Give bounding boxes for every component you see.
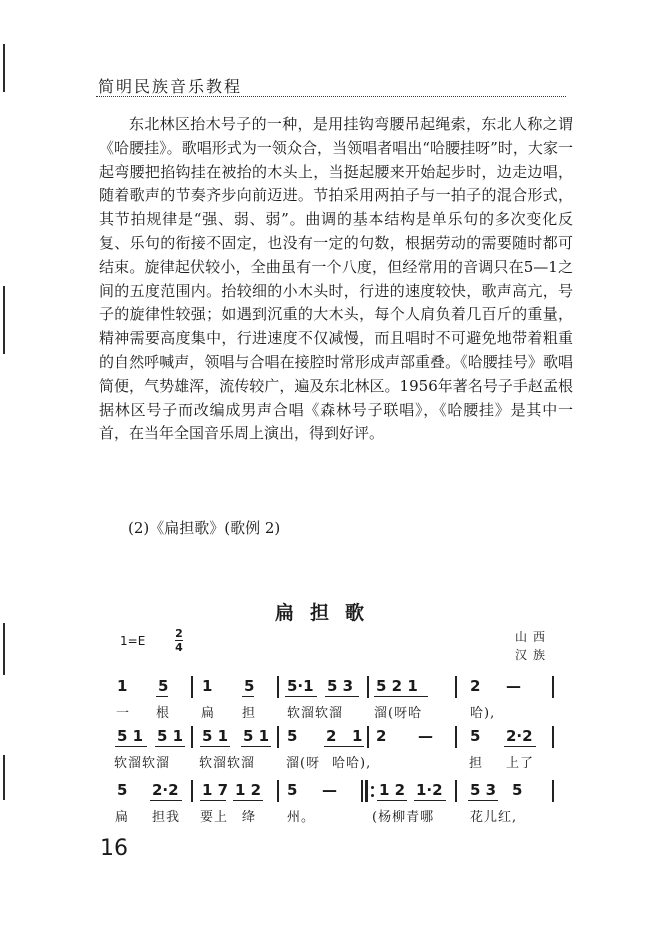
beat-underline [285,696,317,697]
note: — [322,781,337,799]
bar-line [361,780,363,802]
bar-line [277,726,279,748]
beat-underline [155,746,185,747]
beat-underline [233,800,263,801]
song-title: 扁担歌 [274,602,380,624]
lyric: 州。 [287,810,316,825]
lyric: 上了 [506,756,535,771]
note: 2 [326,727,337,745]
beat-underline [115,746,147,747]
page-edge-line [3,44,5,92]
lyric: 软溜软溜 [114,756,171,771]
bar-line [191,780,193,802]
key-signature: 1=E [120,634,146,648]
note: 5 3 [327,677,354,695]
note: 5 2 1 [376,677,418,695]
song-origin: 山西 汉族 [515,630,552,662]
beat-underline [200,800,226,801]
bar-line [277,780,279,802]
lyric: 扁 [115,810,130,825]
beat-underline [241,746,271,747]
lyric: 绛 [242,810,257,825]
beat-underline [150,800,182,801]
lyric: 担 [469,756,484,771]
note: — [418,727,433,745]
note: 2 [376,727,387,745]
page-number: 16 [100,836,128,861]
repeat-bar-line [365,780,368,802]
lyric: 一 [116,706,131,721]
note: 1 7 [202,781,229,799]
bar-line [367,726,369,748]
lyric: 扁 [201,706,216,721]
lyric: 根 [156,706,171,721]
lyric: 软溜软溜 [287,706,344,721]
bar-line [552,780,554,802]
note: 1 [352,727,363,745]
beat-underline [324,746,364,747]
beat-underline [200,746,230,747]
repeat-dot [371,794,374,797]
repeat-dot [371,786,374,789]
note: 5 1 [243,727,270,745]
body-paragraph: 东北林区抬木号子的一种，是用挂钩弯腰吊起绳索，东北人称之谓《哈腰挂》。歌唱形式为一领众合，当领唱者唱出“哈腰挂呀”时，大家一起弯腰把掐钩挂在被抬的木头上，当挺起腰来开始起步时，边走边唱，随着歌声的节奏齐步向前迈进。节拍采用两拍子与一拍子的混合形式，其节拍规律是“强、弱、弱”。曲调的基本结构是单乐句的多次变化反复、乐句的衔接不固定，也没有一定的句数，根据劳动的需要随时都可结束。旋律起伏较小，全曲虽有一个八度，但经常用的音调只在5—1之间的五度范围内。抬较细的小木头时，行进的速度较快，歌声高亢，号子的旋律性较强；如遇到沉重的大木头，每个人肩负着几百斤的重量，精神需要高度集中，行进速度不仅减慢，而且唱时不可避免地带着粗重的自然呼喊声，领唱与合唱在接腔时常形成声部重叠。《哈腰挂号》歌唱简便，气势雄浑，流传较广，遍及东北林区。1956年著名号子手赵孟根据林区号子而改编成男声合唱《森林号子联唱》，《哈腰挂》是其中一首，在当年全国音乐周上演出，得到好评。 [99,115,573,443]
time-signature: 2 4 [175,627,183,654]
bar-line [455,676,457,698]
bar-line [191,726,193,748]
note: 5 [470,727,481,745]
example-caption: (2)《扁担歌》(歌例 2) [128,519,281,537]
note: 5 1 [202,727,229,745]
lyric: 担 [242,706,257,721]
bar-line [455,726,457,748]
note: — [506,677,521,695]
note: 5 [512,781,523,799]
note: 5 1 [117,727,144,745]
note: 2·2 [152,781,179,799]
lyric: 担我 [152,810,181,825]
lyric: 花儿红, [470,810,518,825]
page-edge-line [3,286,5,354]
note: 1 [117,677,128,695]
beat-underline [325,696,359,697]
lyric: 软溜软溜 [199,756,256,771]
bar-line [367,676,369,698]
lyric: 哈), [470,706,496,721]
note: 1·2 [416,781,443,799]
bar-line [277,676,279,698]
bar-line [552,676,554,698]
note: 5 [287,727,298,745]
beat-underline [377,800,407,801]
lyric: (杨柳青哪 [372,810,435,825]
score-row [0,776,655,846]
note: 5 1 [157,727,184,745]
lyric: 溜(呀 [286,756,321,771]
note: 5 [117,781,128,799]
beat-underline [374,696,428,697]
beat-underline [242,696,254,697]
header-rule [96,96,566,97]
beat-underline [414,800,446,801]
beat-underline [504,746,536,747]
beat-underline [468,800,498,801]
note: 1 2 [235,781,262,799]
note: 5 [244,677,255,695]
beat-underline [156,696,168,697]
bar-line [455,780,457,802]
note: 1 2 [379,781,406,799]
note: 2 [470,677,481,695]
running-header: 简明民族音乐教程 [98,77,243,96]
lyric: 要上 [200,810,229,825]
note: 5 [158,677,169,695]
note: 1 [202,677,213,695]
page-edge-line [3,623,5,675]
bar-line [552,726,554,748]
bar-line [191,676,193,698]
note: 2·2 [506,727,533,745]
note: 5 3 [470,781,497,799]
lyric: 溜(呀哈 [374,706,423,721]
note: 5·1 [287,677,314,695]
lyric: 哈哈), [332,756,372,771]
note: 5 [287,781,298,799]
